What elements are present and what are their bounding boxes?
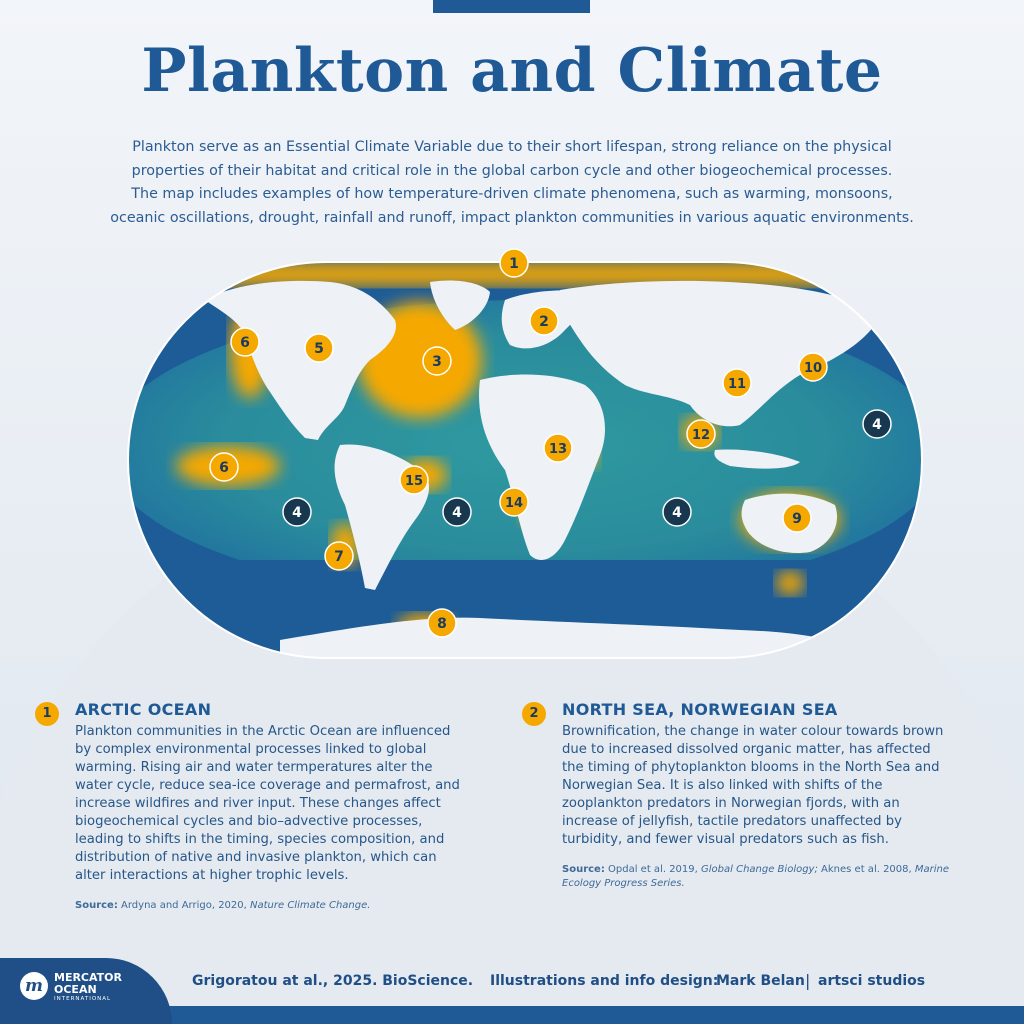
marker-label: 6 bbox=[240, 335, 250, 351]
marker-label: 9 bbox=[792, 511, 802, 527]
marker-label: 13 bbox=[548, 442, 568, 457]
marker-label: 7 bbox=[334, 549, 344, 565]
mercator-ocean-logo[interactable] bbox=[0, 958, 172, 1024]
map-marker-9[interactable] bbox=[783, 504, 811, 532]
source-text-2: Aknes et al. 2008, bbox=[821, 864, 912, 875]
section-arctic-ocean bbox=[35, 700, 465, 913]
footer-citation: Grigoratou at al., 2025. BioScience. bbox=[192, 973, 474, 989]
source-journal-2: Marine Ecology Progress Series. bbox=[562, 864, 950, 889]
source-journal: Global Change Biology; bbox=[701, 864, 818, 875]
footer-credit-label: Illustrations and info design: bbox=[490, 973, 719, 989]
section-number-badge: 1 bbox=[35, 702, 59, 726]
marker-label: 4 bbox=[452, 505, 462, 521]
marker-label: 4 bbox=[672, 505, 682, 521]
map-marker-11[interactable] bbox=[723, 369, 751, 397]
map-marker-12[interactable] bbox=[687, 420, 715, 448]
marker-label: 2 bbox=[539, 314, 549, 330]
intro-line: The map includes examples of how temperature-driven climate phenomena, such as warming, monsoons, bbox=[131, 186, 893, 202]
logo-text-line1: MERCATOR bbox=[54, 971, 122, 984]
logo-text-line2: OCEAN bbox=[54, 983, 97, 996]
source-journal: Nature Climate Change. bbox=[250, 900, 371, 911]
page-title: Plankton and Climate bbox=[141, 36, 883, 106]
marker-label: 10 bbox=[803, 361, 823, 376]
map-marker-14[interactable] bbox=[500, 488, 528, 516]
section-heading: NORTH SEA, NORWEGIAN SEA bbox=[562, 700, 838, 719]
map-marker-4[interactable] bbox=[863, 410, 891, 438]
intro-line: oceanic oscillations, drought, rainfall and runoff, impact plankton communities in various aquatic environments. bbox=[110, 209, 914, 226]
logo-text-line3: INTERNATIONAL bbox=[54, 996, 112, 1002]
map-marker-8[interactable] bbox=[428, 609, 456, 637]
marker-label: 3 bbox=[432, 354, 442, 370]
marker-label: 11 bbox=[727, 377, 747, 392]
section-source bbox=[75, 899, 465, 913]
map-marker-6[interactable] bbox=[231, 328, 259, 356]
map-marker-6[interactable] bbox=[210, 453, 238, 481]
intro-line: Plankton serve as an Essential Climate Variable due to their short lifespan, strong reliance on the physical bbox=[132, 139, 892, 155]
map-marker-4[interactable] bbox=[443, 498, 471, 526]
logo-mark-icon: m bbox=[20, 972, 48, 1000]
map-marker-13[interactable] bbox=[544, 434, 572, 462]
map-marker-3[interactable] bbox=[423, 347, 451, 375]
section-body: Plankton communities in the Arctic Ocean are influenced by complex environmental processes linked to global warming. Rising air and water termperatures alter the water cycle, reduce sea-ice coverage and permafrost, and increase wildfires and river input. These changes affect biogeochemical cycles and bio–advective processes, leading to shifts in the timing, species composition, and distribution of native and invasive plankton, which can alter interactions at higher trophic levels. bbox=[75, 724, 460, 883]
map-marker-2[interactable] bbox=[530, 307, 558, 335]
marker-label: 12 bbox=[691, 428, 711, 443]
section-number-badge: 2 bbox=[522, 702, 546, 726]
source-label: Source: bbox=[75, 900, 118, 911]
map-marker-10[interactable] bbox=[799, 353, 827, 381]
map-marker-4[interactable] bbox=[663, 498, 691, 526]
marker-label: 4 bbox=[292, 505, 302, 521]
map-marker-4[interactable] bbox=[283, 498, 311, 526]
section-source bbox=[562, 863, 952, 891]
footer-studio: artsci studios bbox=[818, 973, 926, 989]
marker-label: 1 bbox=[509, 256, 519, 272]
marker-label: 8 bbox=[437, 616, 447, 632]
section-heading: ARCTIC OCEAN bbox=[75, 700, 212, 719]
map-marker-5[interactable] bbox=[305, 334, 333, 362]
section-body: Brownification, the change in water colour towards brown due to increased dissolved organic matter, has affected the timing of phytoplankton blooms in the North Sea and Norwegian Sea. It is also linked with shifts of the zooplankton predators in Norwegian fjords, with an increase of jellyfish, tactile predators unaffected by turbidity, and fewer visual predators such as fish. bbox=[562, 724, 944, 847]
source-text: Opdal et al. 2019, bbox=[608, 864, 698, 875]
marker-label: 6 bbox=[219, 460, 229, 476]
marker-label: 5 bbox=[314, 341, 324, 357]
footer-separator: | bbox=[805, 971, 811, 990]
map-marker-15[interactable] bbox=[400, 466, 428, 494]
marker-label: 4 bbox=[872, 417, 882, 433]
source-text: Ardyna and Arrigo, 2020, bbox=[121, 900, 247, 911]
section-north-sea bbox=[522, 700, 952, 891]
footer-credit-name: Mark Belan bbox=[716, 973, 805, 989]
footer bbox=[0, 958, 1024, 1024]
marker-label: 15 bbox=[404, 474, 424, 489]
marker-label: 14 bbox=[504, 496, 524, 511]
map-marker-7[interactable] bbox=[325, 542, 353, 570]
map-marker-1[interactable] bbox=[500, 249, 528, 277]
intro-line: properties of their habitat and critical role in the global carbon cycle and other biogeochemical processes. bbox=[131, 162, 893, 179]
source-label: Source: bbox=[562, 864, 605, 875]
